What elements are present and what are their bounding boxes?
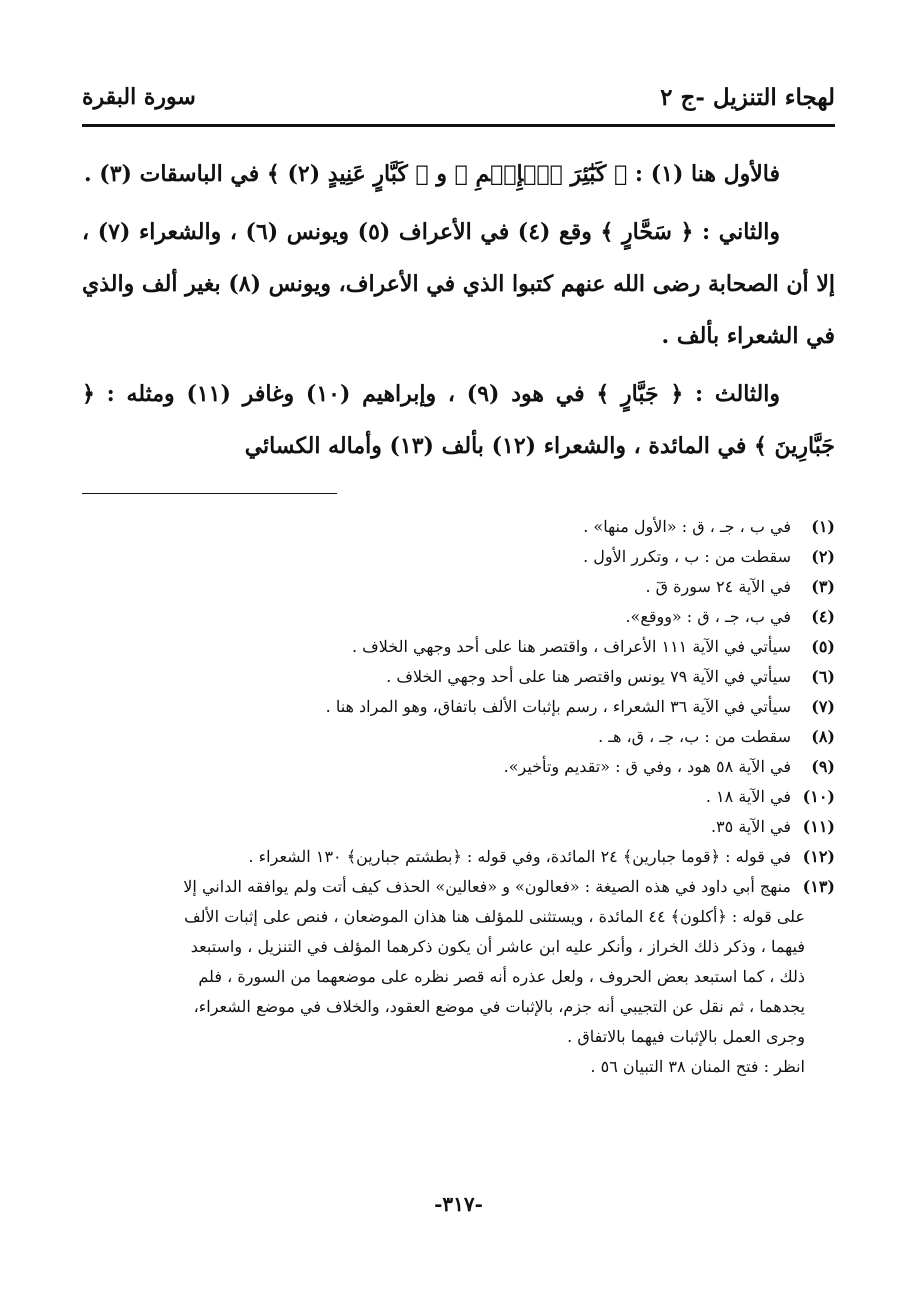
footnote-13-line: ذلك ، كما استبعد بعض الحروف ، ولعل عذره أنه قصر نظره على موضعهما من السورة ، فلم <box>198 967 805 986</box>
footnote-text: في الآية ١٨ . <box>705 787 791 806</box>
paragraph-third: والثالث : ﴿ جَبَّارٍ ﴾ في هود (٩) ، وإبراهيم (١٠) وغافر (١١) ومثله : ﴿ جَبَّارِينَ ﴾ في المائدة ، والشعراء (١٢) بألف (١٣) وأماله الكسائي <box>82 381 835 459</box>
footnote-13-line: فيهما ، وذكر ذلك الخراز ، وأنكر عليه ابن عاشر أن يكون ذكرهما المؤلف في التنزيل ، واستبعد <box>190 937 805 956</box>
footnote-4 <box>82 602 835 632</box>
footnote-number: (٦) <box>811 667 835 686</box>
footnote-number: (١١) <box>802 817 835 836</box>
footnote-11 <box>82 812 835 842</box>
footnote-1 <box>82 512 835 542</box>
footnote-12 <box>82 842 835 872</box>
page-number: -٣١٧- <box>434 1192 483 1216</box>
footnote-6 <box>82 662 835 692</box>
footnote-text: سيأتي في الآية ١١١ الأعراف ، واقتصر هنا على أحد وجهي الخلاف . <box>351 637 791 656</box>
footnote-text: سيأتي في الآية ٣٦ الشعراء ، رسم بإثبات الألف باتفاق، وهو المراد هنا . <box>325 697 791 716</box>
footnote-13-line: يجدهما ، ثم نقل عن التجيبي أنه جزم، بالإثبات في موضع العقود، والخلاف في موضع الشعراء، <box>193 997 805 1016</box>
footnote-number: (٩) <box>811 757 835 776</box>
surah-title: سورة البقرة <box>82 84 196 110</box>
footnote-text: سيأتي في الآية ٧٩ يونس واقتصر هنا على أحد وجهي الخلاف . <box>386 667 791 686</box>
footnote-text: في الآية ٢٤ سورة قٓ . <box>645 577 791 596</box>
footnote-text: سقطت من : ب، جـ ، ق، هـ . <box>598 727 791 746</box>
footnote-number: (١) <box>811 517 835 536</box>
footnote-text: في قوله : ﴿قوما جبارين﴾ ٢٤ المائدة، وفي قوله : ﴿بطشتم جبارين﴾ ١٣٠ الشعراء . <box>248 847 791 866</box>
footnote-10 <box>82 782 835 812</box>
footnote-3 <box>82 572 835 602</box>
footnote-number: (٢) <box>811 547 835 566</box>
book-title: لهجاء التنزيل -ج ٢ <box>660 84 835 111</box>
footnote-number: (٣) <box>811 577 835 596</box>
running-header <box>82 78 835 124</box>
footnote-number: (٤) <box>811 607 835 626</box>
footnote-7 <box>82 692 835 722</box>
footnote-number: (١٣) <box>802 877 835 896</box>
footnote-text: في الآية ٣٥. <box>710 817 791 836</box>
footnote-9 <box>82 752 835 782</box>
footnote-5 <box>82 632 835 662</box>
footnote-text: سقطت من : ب ، وتكرر الأول . <box>583 547 791 566</box>
footnotes <box>82 512 835 1082</box>
footnote-number: (١٢) <box>802 847 835 866</box>
footnote-13-line: وجرى العمل بالإثبات فيهما بالاتفاق . <box>567 1027 805 1046</box>
footnote-number: (٨) <box>811 727 835 746</box>
footnote-13-reference: انظر : فتح المنان ٣٨ التبيان ٥٦ . <box>590 1057 805 1076</box>
paragraph-second: والثاني : ﴿ سَحَّارٍ ﴾ وقع (٤) في الأعراف (٥) ويونس (٦) ، والشعراء (٧) ، إلا أن الصحابة رضى الله عنهم كتبوا الذي في الأعراف، ويونس (٨) بغير ألف والذي في الشعراء بألف . <box>82 219 836 349</box>
footnote-2 <box>82 542 835 572</box>
footnote-text: في ب، جـ ، ق : «ووقع». <box>625 607 791 626</box>
footnote-13-line: على قوله : ﴿أكلون﴾ ٤٤ المائدة ، ويستثنى للمؤلف هنا هذان الموضعان ، فنص على إثبات الألف <box>184 907 805 926</box>
footnote-number: (٧) <box>811 697 835 716</box>
footnote-13 <box>82 872 835 902</box>
header-rule <box>82 124 835 127</box>
footnote-text: في ب ، جـ ، ق : «الأول منها» . <box>583 517 791 536</box>
footnote-rule <box>82 493 337 494</box>
footnote-number: (١٠) <box>802 787 835 806</box>
footnote-8 <box>82 722 835 752</box>
footnote-text: في الآية ٥٨ هود ، وفي ق : «تقديم وتأخير». <box>503 757 791 776</box>
footnote-text: منهج أبي داود في هذه الصيغة : «فعالون» و «فعالين» الحذف كيف أتت ولم يوافقه الداني إلا <box>183 877 791 896</box>
main-text <box>82 148 835 478</box>
paragraph-first: فالأول هنا (١) : ﴿ كَبَٰٓئِرَ ٱلۡإِثۡمِ ﴾ و ﴿ كَبَّارٍ عَنِيدٍ (٢) ﴾ في الباسقات (٣) . <box>83 161 780 187</box>
footnote-number: (٥) <box>811 637 835 656</box>
